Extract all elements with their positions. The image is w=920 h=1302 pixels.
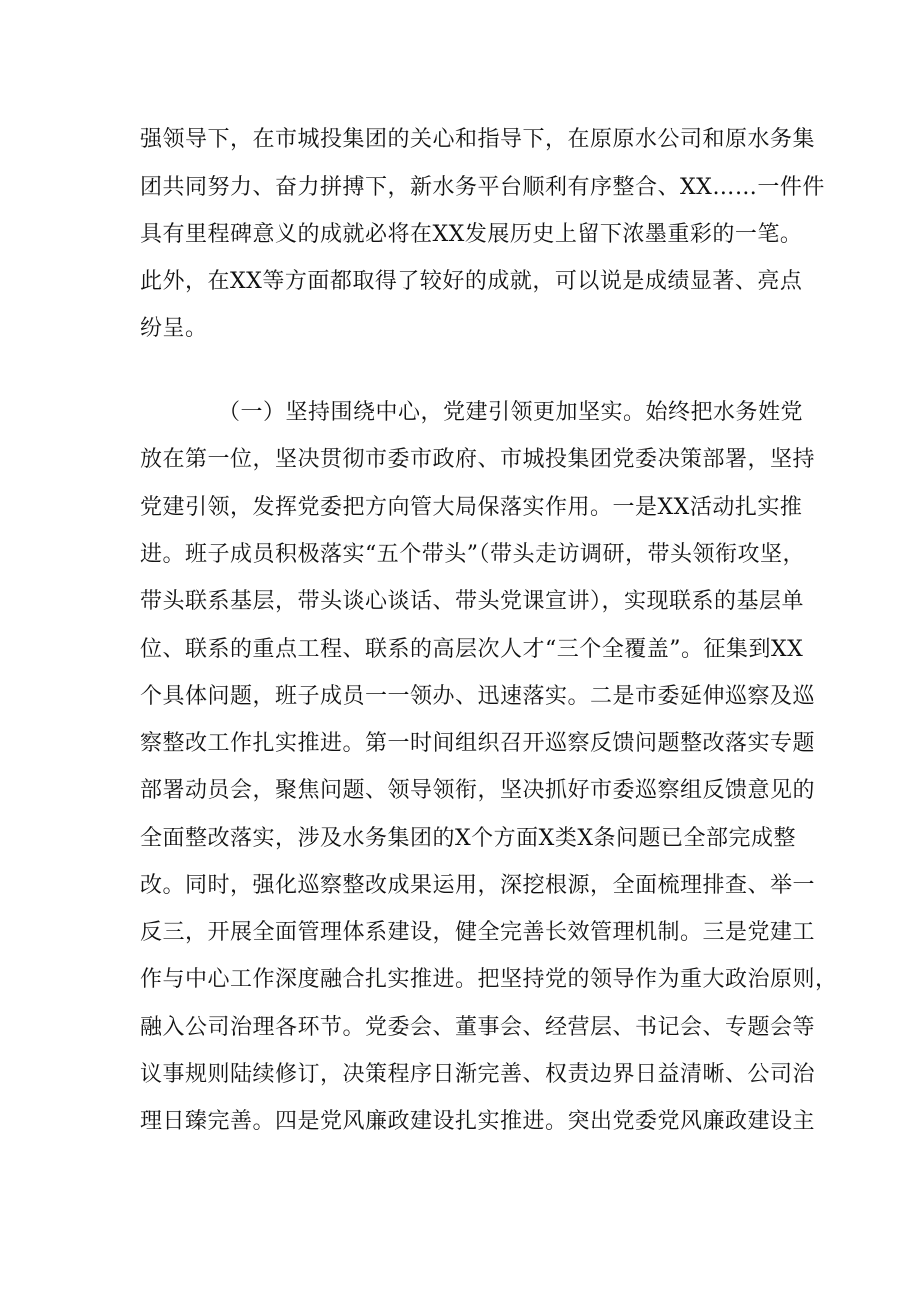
section-heading-line: （一）坚持围绕中心，党建引领更加坚实。始终把水务姓党 [218, 400, 804, 425]
text-line: 纷呈。 [140, 316, 208, 341]
text-line: 具有里程碑意义的成就必将在XX发展历史上留下浓墨重彩的一笔。 [140, 222, 803, 247]
text-line: 进。班子成员积极落实“五个带头”（带头走访调研，带头领衔攻坚， [140, 542, 805, 567]
text-line: 作与中心工作深度融合扎实推进。把坚持党的领导作为重大政治原则， [140, 967, 838, 992]
text-line: 理日臻完善。四是党风廉政建设扎实推进。突出党委党风廉政建设主 [140, 1109, 816, 1134]
text-line: 改。同时，强化巡察整改成果运用，深挖根源，全面梳理排查、举一 [140, 873, 816, 898]
text-line: 察整改工作扎实推进。第一时间组织召开巡察反馈问题整改落实专题 [140, 731, 816, 756]
text-line: 个具体问题，班子成员一一领办、迅速落实。二是市委延伸巡察及巡 [140, 684, 816, 709]
text-line: 带头联系基层，带头谈心谈话、带头党课宣讲），实现联系的基层单 [140, 589, 805, 614]
text-line: 团共同努力、奋力拼搏下，新水务平台顺利有序整合、XX……一件件 [140, 175, 825, 200]
text-line: 议事规则陆续修订，决策程序日渐完善、权责边界日益清晰、公司治 [140, 1062, 816, 1087]
text-line: 党建引领，发挥党委把方向管大局保落实作用。一是XX活动扎实推 [140, 495, 803, 520]
text-line: 位、联系的重点工程、联系的高层次人才“三个全覆盖”。征集到XX [140, 637, 804, 662]
text-line: 部署动员会，聚焦问题、领导领衔，坚决抓好市委巡察组反馈意见的 [140, 778, 816, 803]
text-line: 全面整改落实，涉及水务集团的X个方面X类X条问题已全部完成整 [140, 826, 796, 851]
text-line: 放在第一位，坚决贯彻市委市政府、市城投集团党委决策部署，坚持 [140, 447, 816, 472]
text-line: 融入公司治理各环节。党委会、董事会、经营层、书记会、专题会等 [140, 1015, 816, 1040]
text-line: 反三，开展全面管理体系建设，健全完善长效管理机制。三是党建工 [140, 920, 816, 945]
text-line: 强领导下，在市城投集团的关心和指导下，在原原水公司和原水务集 [140, 127, 816, 152]
text-line: 此外，在XX等方面都取得了较好的成就，可以说是成绩显著、亮点 [140, 269, 803, 294]
